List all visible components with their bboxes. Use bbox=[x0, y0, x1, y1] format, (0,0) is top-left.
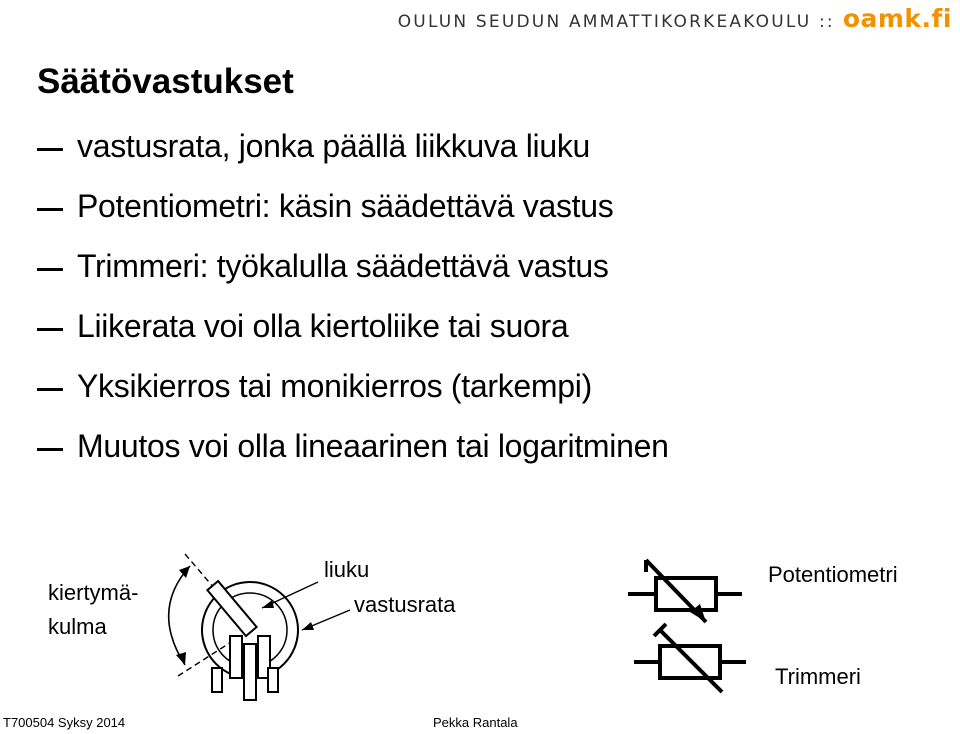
trimmer-symbol bbox=[634, 624, 746, 692]
bullet-item bbox=[0, 126, 900, 166]
bullet-item bbox=[0, 426, 900, 466]
label-angle-line1: kiertymä- bbox=[48, 580, 139, 605]
header bbox=[398, 4, 952, 32]
label-trimmer: Trimmeri bbox=[775, 664, 861, 689]
bullet-dash bbox=[37, 388, 63, 391]
bullet-item bbox=[0, 186, 900, 226]
label-wiper: liuku bbox=[324, 557, 370, 582]
bullet-text: Potentiometri: käsin säädettävä vastus bbox=[77, 188, 614, 224]
bullet-item bbox=[0, 246, 900, 286]
bullet-dash bbox=[37, 268, 63, 271]
angle-reference-lines bbox=[178, 554, 250, 676]
bullet-dash bbox=[37, 448, 63, 451]
bullet-item bbox=[0, 366, 900, 406]
potentiometer-symbol bbox=[628, 560, 742, 622]
header-organization: OULUN SEUDUN AMMATTIKORKEAKOULU :: bbox=[397, 12, 835, 32]
label-potentiometer: Potentiometri bbox=[768, 562, 898, 587]
bullet-dash bbox=[37, 208, 63, 211]
bullet-text: Yksikierros tai monikierros (tarkempi) bbox=[77, 368, 592, 404]
potentiometer-drawing bbox=[202, 581, 350, 700]
label-angle-line2: kulma bbox=[48, 614, 107, 639]
bullet-text: Trimmeri: työkalulla säädettävä vastus bbox=[77, 248, 609, 284]
footer-author: Pekka Rantala bbox=[433, 715, 518, 730]
bullet-item bbox=[0, 306, 900, 346]
bullet-dash bbox=[37, 328, 63, 331]
bullet-text: vastusrata, jonka päällä liikkuva liuku bbox=[77, 128, 591, 164]
slide-title: Säätövastukset bbox=[37, 62, 294, 101]
label-track: vastusrata bbox=[354, 592, 456, 617]
bullet-dash bbox=[37, 148, 63, 151]
footer-course: T700504 Syksy 2014 bbox=[3, 715, 126, 730]
rotation-angle-arc bbox=[169, 566, 190, 665]
bullet-text: Muutos voi olla lineaarinen tai logaritminen bbox=[77, 428, 669, 464]
oamk-logo[interactable]: oamk.fi bbox=[842, 4, 952, 33]
bullet-text: Liikerata voi olla kiertoliike tai suora bbox=[77, 308, 569, 344]
